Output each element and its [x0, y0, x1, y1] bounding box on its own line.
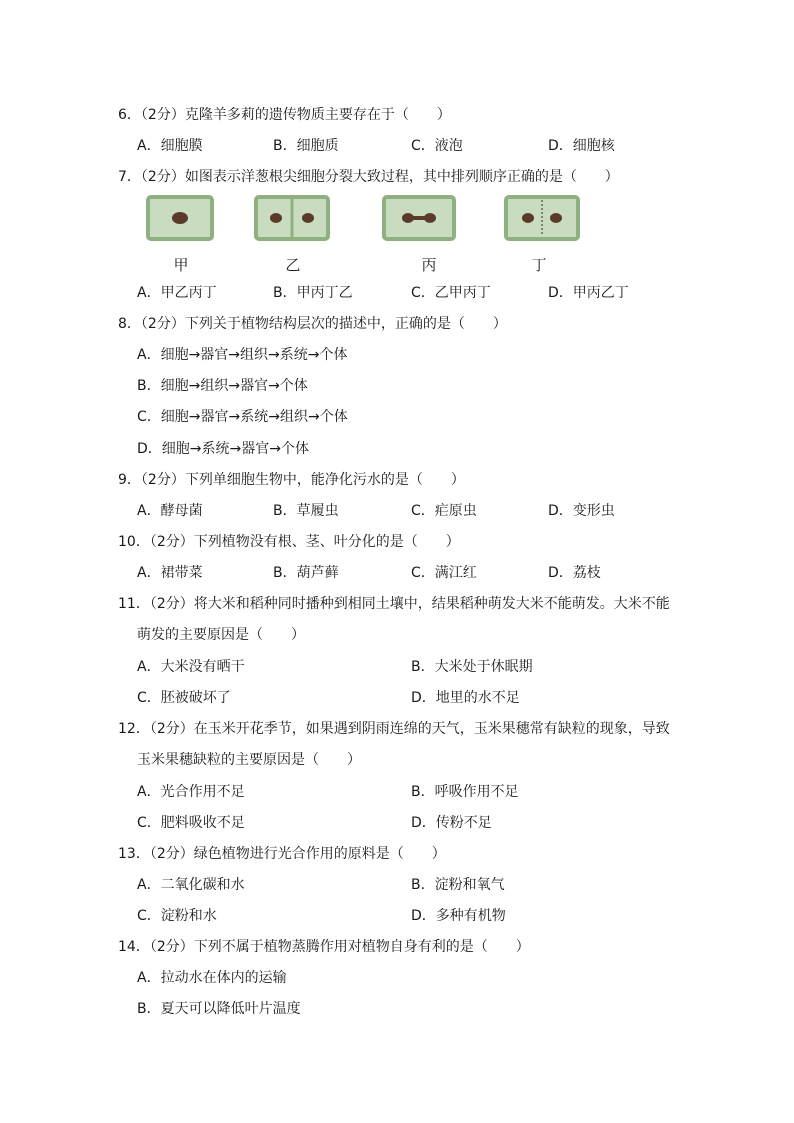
question-6-stem: 6．（2分）克隆羊多莉的遗传物质主要存在于（ ） [118, 107, 451, 123]
question-12-option-a: A．光合作用不足 [137, 784, 245, 800]
question-7-stem: 7．（2分）如图表示洋葱根尖细胞分裂大致过程，其中排列顺序正确的是（ ） [118, 169, 619, 185]
question-12-stem-continued: 玉米果穗缺粒的主要原因是（ ） [137, 752, 361, 768]
cell-jia-image [146, 194, 214, 242]
question-8-option-c: C．细胞→器官→系统→组织→个体 [137, 409, 348, 425]
question-8-option-d: D．细胞→系统→器官→个体 [137, 441, 309, 457]
question-7-option-d: D．甲丙乙丁 [548, 285, 629, 301]
question-11-option-d: D．地里的水不足 [411, 690, 520, 706]
question-6-option-a: A．细胞膜 [137, 138, 203, 154]
question-10-option-c: C．满江红 [411, 565, 477, 581]
question-6-option-c: C．液泡 [411, 138, 463, 154]
question-12-option-c: C．肥料吸收不足 [137, 815, 245, 831]
question-13-option-c: C．淀粉和水 [137, 908, 217, 924]
question-12-option-d: D．传粉不足 [411, 815, 492, 831]
question-7-option-a: A．甲乙丙丁 [137, 285, 217, 301]
question-7-option-b: B．甲丙丁乙 [273, 285, 353, 301]
question-8-stem: 8．（2分）下列关于植物结构层次的描述中，正确的是（ ） [118, 316, 507, 332]
cell-yi-image [254, 194, 330, 242]
question-11-option-c: C．胚被破坏了 [137, 690, 231, 706]
question-9-stem: 9．（2分）下列单细胞生物中，能净化污水的是（ ） [118, 472, 465, 488]
cell-label-yi: 乙 [285, 256, 301, 274]
question-9-option-a: A．酵母菌 [137, 503, 203, 519]
question-10-stem: 10．（2分）下列植物没有根、茎、叶分化的是（ ） [118, 534, 460, 550]
question-6-option-b: B．细胞质 [273, 138, 339, 154]
cell-ding-image [504, 194, 580, 242]
question-11-option-a: A．大米没有晒干 [137, 659, 245, 675]
cell-label-jia: 甲 [173, 256, 189, 274]
question-14-option-b: B．夏天可以降低叶片温度 [137, 1001, 301, 1017]
question-10-option-d: D．荔枝 [548, 565, 601, 581]
question-13-option-b: B．淀粉和氧气 [411, 877, 505, 893]
question-10-option-a: A．裙带菜 [137, 565, 203, 581]
question-12-option-b: B．呼吸作用不足 [411, 784, 519, 800]
question-13-option-d: D．多种有机物 [411, 908, 506, 924]
cell-bing-image [382, 194, 456, 242]
question-7-option-c: C．乙甲丙丁 [411, 285, 491, 301]
cell-label-ding: 丁 [531, 256, 547, 274]
question-13-option-a: A．二氧化碳和水 [137, 877, 245, 893]
question-11-option-b: B．大米处于休眠期 [411, 659, 533, 675]
question-9-option-b: B．草履虫 [273, 503, 339, 519]
question-11-stem-continued: 萌发的主要原因是（ ） [137, 627, 305, 643]
question-13-stem: 13．（2分）绿色植物进行光合作用的原料是（ ） [118, 846, 446, 862]
question-12-stem: 12．（2分）在玉米开花季节，如果遇到阴雨连绵的天气，玉米果穗常有缺粒的现象，导致 [118, 721, 670, 737]
question-9-option-d: D．变形虫 [548, 503, 615, 519]
question-10-option-b: B．葫芦藓 [273, 565, 339, 581]
question-8-option-a: A．细胞→器官→组织→系统→个体 [137, 347, 348, 363]
cell-label-bing: 丙 [421, 256, 437, 274]
question-14-stem: 14．（2分）下列不属于植物蒸腾作用对植物自身有利的是（ ） [118, 939, 530, 955]
question-14-option-a: A．拉动水在体内的运输 [137, 970, 287, 986]
question-11-stem: 11．（2分）将大米和稻种同时播种到相同土壤中，结果稻种萌发大米不能萌发。大米不能 [118, 596, 670, 612]
question-9-option-c: C．疟原虫 [411, 503, 477, 519]
question-8-option-b: B．细胞→组织→器官→个体 [137, 378, 308, 394]
question-6-option-d: D．细胞核 [548, 138, 615, 154]
cell-division-figure [142, 194, 592, 276]
